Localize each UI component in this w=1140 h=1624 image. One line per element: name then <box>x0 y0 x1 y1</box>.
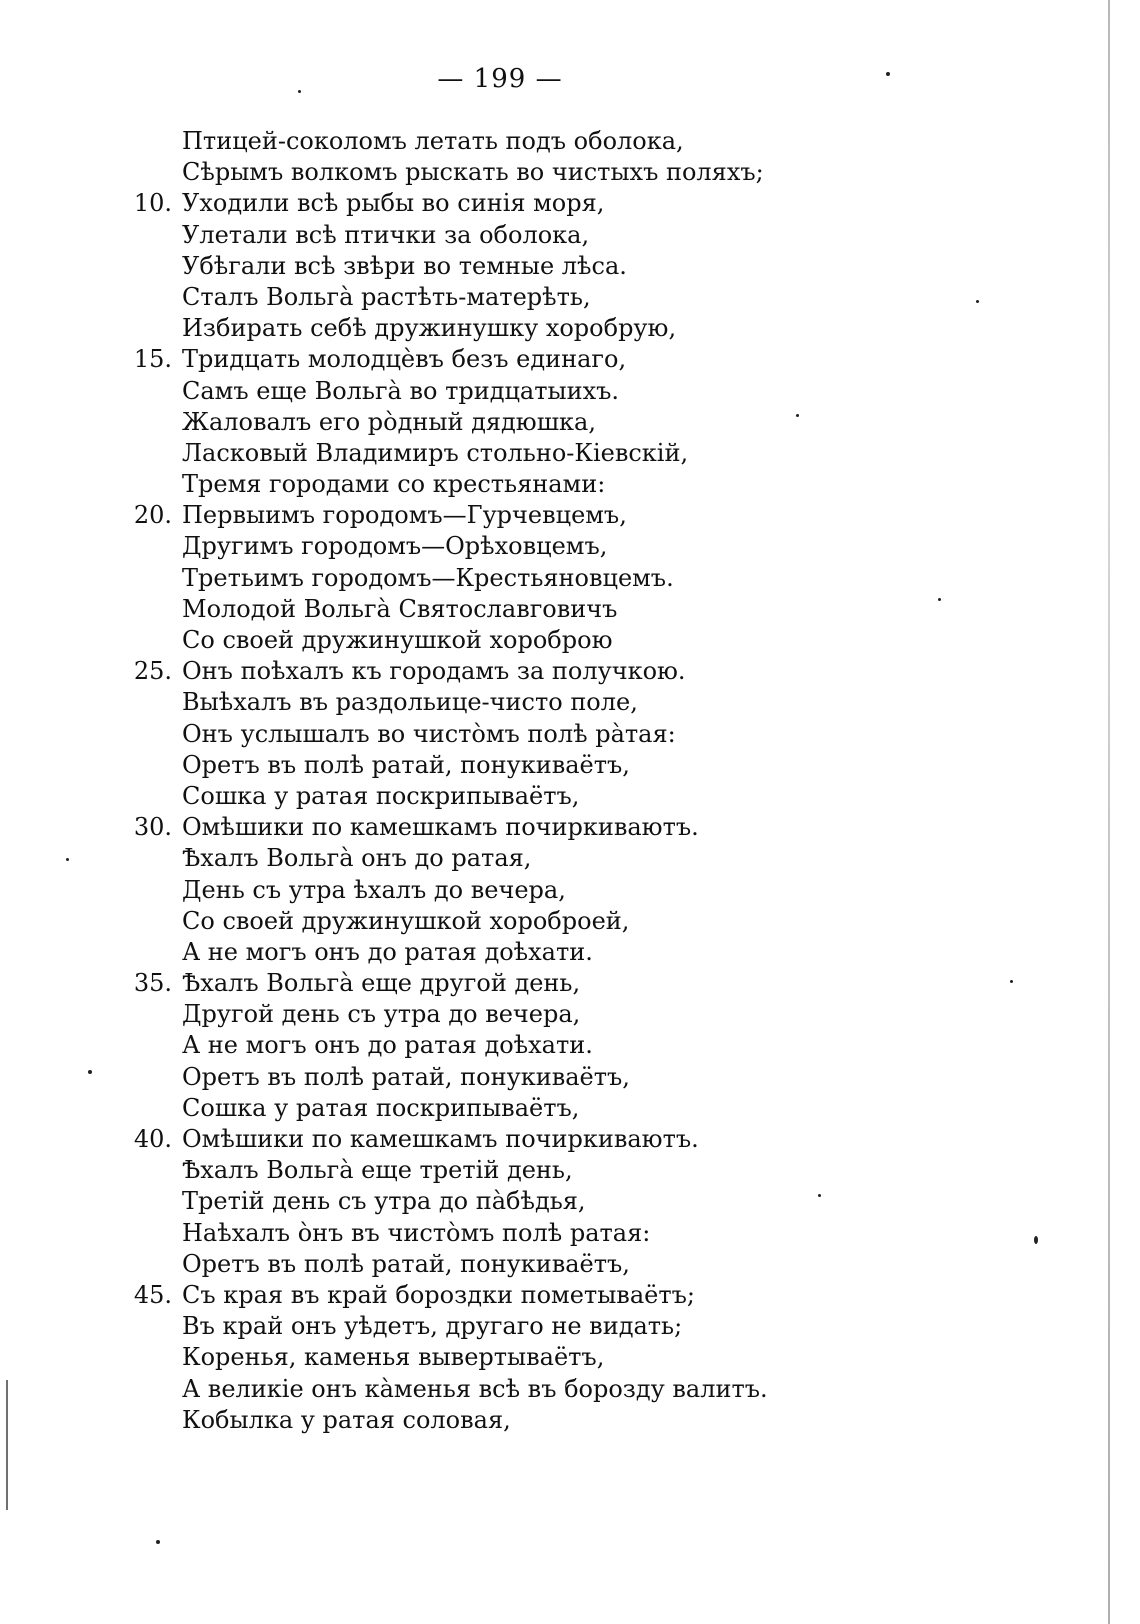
poem-line <box>126 875 886 906</box>
poem-line <box>126 687 886 718</box>
ink-speck <box>88 1070 92 1074</box>
line-text: Сѣрымъ волкомъ рыскать во чистыхъ поляхъ; <box>182 158 764 187</box>
line-text: Избирать себѣ дружинушку хоробрую, <box>182 314 677 343</box>
line-text: Самъ еще Вольга̀ во тридцатыихъ. <box>182 376 620 405</box>
poem-line <box>126 781 886 812</box>
page-binding-edge <box>1108 0 1110 1624</box>
line-text: Оретъ въ полѣ ратай, понукиваётъ, <box>182 1249 630 1278</box>
poem-line <box>126 563 886 594</box>
line-text: День съ утра ѣхалъ до вечера, <box>182 875 566 904</box>
ink-speck <box>938 598 941 601</box>
line-text: Первыимъ городомъ—Гурчевцемъ, <box>182 501 627 530</box>
poem-line <box>126 220 886 251</box>
poem-text <box>126 126 886 1436</box>
line-text: Тремя городами со крестьянами: <box>182 470 606 499</box>
line-text: Сошка у ратая поскрипываётъ, <box>182 781 580 810</box>
line-text: Ласковый Владимиръ стольно-Кіевскій, <box>182 438 689 467</box>
ink-speck <box>156 1540 160 1544</box>
poem-line <box>126 1405 886 1436</box>
poem-line <box>126 438 886 469</box>
line-text: Омѣшики по камешкамъ почиркиваютъ. <box>182 813 699 842</box>
poem-line <box>126 1374 886 1405</box>
line-text: Оретъ въ полѣ ратай, понукиваётъ, <box>182 750 630 779</box>
poem-line <box>126 843 886 874</box>
poem-line <box>126 1342 886 1373</box>
line-text: Сошка у ратая поскрипываётъ, <box>182 1093 580 1122</box>
line-text: Тридцать молодцѐвъ безъ единаго, <box>182 345 627 374</box>
line-number: 45. <box>133 1280 172 1309</box>
poem-line <box>126 1093 886 1124</box>
line-number: 20. <box>133 501 172 530</box>
poem-line <box>126 1030 886 1061</box>
line-text: Онъ услышалъ во чистòмъ полѣ ра̀тая: <box>182 719 676 748</box>
line-text: Онъ поѣхалъ къ городамъ за получкою. <box>182 657 686 686</box>
poem-line <box>126 313 886 344</box>
poem-line <box>126 126 886 157</box>
poem-line <box>126 407 886 438</box>
line-text: Кобылка у ратая соловая, <box>182 1405 511 1434</box>
line-text: Птицей-соколомъ летать подъ оболока, <box>182 127 684 155</box>
left-margin-mark <box>6 1380 8 1510</box>
poem-line <box>126 282 886 313</box>
line-text: Третій день съ утра до па̀бѣдья, <box>182 1187 586 1216</box>
poem-line <box>126 1249 886 1280</box>
line-text: Ѣхалъ Вольга̀ еще третій день, <box>182 1156 573 1185</box>
poem-line <box>126 344 886 375</box>
line-text: Наѣхалъ òнъ въ чистòмъ полѣ ратая: <box>182 1218 651 1247</box>
line-text: Со своей дружинушкой хороброей, <box>182 906 630 935</box>
line-text: Оретъ въ полѣ ратай, понукиваётъ, <box>182 1062 630 1091</box>
ink-speck <box>66 858 69 861</box>
poem-line <box>126 999 886 1030</box>
poem-line <box>126 750 886 781</box>
poem-line <box>126 500 886 531</box>
line-text: Третьимъ городомъ—Крестьяновцемъ. <box>182 563 674 592</box>
poem-line <box>126 469 886 500</box>
poem-line <box>126 656 886 687</box>
line-text: А не могъ онъ до ратая доѣхати. <box>182 937 593 966</box>
ink-speck <box>1010 980 1013 983</box>
line-text: Коренья, каменья вывертываётъ, <box>182 1343 605 1372</box>
line-text: А великіе онъ ка̀менья всѣ въ борозду валитъ. <box>182 1374 768 1403</box>
page-number: — 199 — <box>437 64 563 94</box>
line-text: Съ края въ край бороздки пометываётъ; <box>182 1280 695 1309</box>
line-text: Уходили всѣ рыбы во синія моря, <box>182 189 605 218</box>
poem-line <box>126 1311 886 1342</box>
poem-line <box>126 625 886 656</box>
line-number: 10. <box>133 189 172 218</box>
line-number: 25. <box>133 657 172 686</box>
line-text: Омѣшики по камешкамъ почиркиваютъ. <box>182 1125 699 1153</box>
line-text: Сталъ Вольга̀ растѣть-матерѣть, <box>182 282 591 311</box>
line-text: Со своей дружинушкой хороброю <box>182 626 613 654</box>
line-number: 15. <box>133 345 172 374</box>
poem-line <box>126 594 886 625</box>
poem-line <box>126 157 886 188</box>
poem-line <box>126 719 886 750</box>
line-text: Ѣхалъ Вольга̀ онъ до ратая, <box>182 844 532 873</box>
ink-speck <box>976 300 979 303</box>
line-number: 30. <box>133 813 172 842</box>
poem-line <box>126 376 886 407</box>
poem-line <box>126 937 886 968</box>
poem-line <box>126 1124 886 1155</box>
poem-line <box>126 812 886 843</box>
line-text: Въ край онъ уѣдетъ, другаго не видать; <box>182 1312 683 1341</box>
poem-line <box>126 251 886 282</box>
line-text: Молодой Вольга̀ Святославговичъ <box>182 594 618 623</box>
line-text: Другой день съ утра до вечера, <box>182 1000 581 1029</box>
ink-speck <box>1034 1236 1038 1244</box>
poem-line <box>126 1155 886 1186</box>
line-text: А не могъ онъ до ратая доѣхати. <box>182 1031 593 1060</box>
line-text: Улетали всѣ птички за оболока, <box>182 220 590 249</box>
line-text: Ѣхалъ Вольга̀ еще другой день, <box>182 969 581 998</box>
line-text: Другимъ городомъ—Орѣховцемъ, <box>182 532 608 561</box>
line-number: 35. <box>133 969 172 998</box>
line-text: Выѣхалъ въ раздольице-чисто поле, <box>182 688 638 717</box>
poem-line <box>126 1186 886 1217</box>
poem-line <box>126 531 886 562</box>
poem-line <box>126 1218 886 1249</box>
poem-line <box>126 188 886 219</box>
poem-line <box>126 1062 886 1093</box>
line-number: 40. <box>133 1125 172 1153</box>
poem-line <box>126 906 886 937</box>
poem-line <box>126 968 886 999</box>
line-text: Убѣгали всѣ звѣри во темные лѣса. <box>182 251 627 280</box>
poem-line <box>126 1280 886 1311</box>
line-text: Жаловалъ его рòдный дядюшка, <box>182 407 596 436</box>
